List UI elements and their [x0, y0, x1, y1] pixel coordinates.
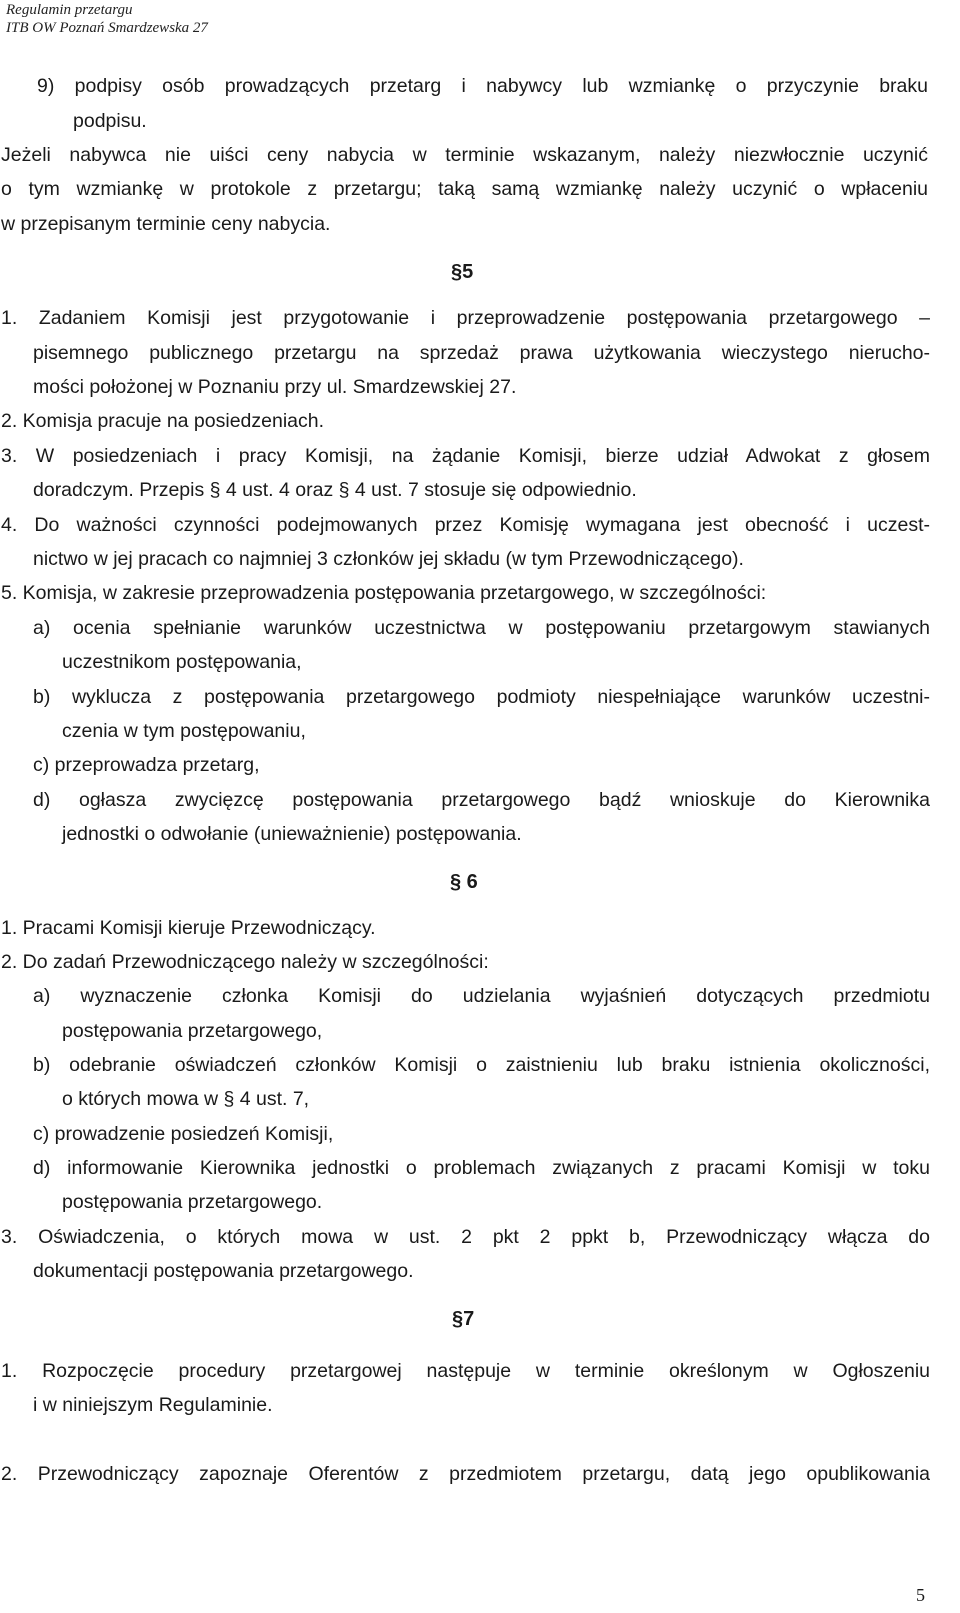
s6-sub-b-line-2: o których mowa w § 4 ust. 7,: [62, 1088, 310, 1110]
s7-item-2-line-1: 2. Przewodniczący zapoznaje Oferentów z przedmiotem przetargu, datą jego opublikowania: [1, 1463, 930, 1485]
s5-item-1-line-3: mości położonej w Poznaniu przy ul. Smardzewskiej 27.: [33, 376, 517, 398]
page-number: 5: [916, 1585, 925, 1605]
running-header-location: ITB OW Poznań Smardzewska 27: [6, 20, 208, 36]
s6-sub-a-line-1: a) wyznaczenie członka Komisji do udzielania wyjaśnień dotyczących przedmiotu: [33, 985, 930, 1007]
running-header-title: Regulamin przetargu: [6, 2, 133, 18]
s5-item-3-line-2: doradczym. Przepis § 4 ust. 4 oraz § 4 ust. 7 stosuje się odpowiednio.: [33, 479, 637, 501]
section-5-heading: §5: [451, 261, 474, 283]
s5-item-1-line-1: 1. Zadaniem Komisji jest przygotowanie i przeprowadzenie postępowania przetargowego –: [1, 307, 930, 329]
s5-item-1-line-2: pisemnego publicznego przetargu na sprzedaż prawa użytkowania wieczystego nierucho-: [33, 342, 930, 364]
s5-sub-b-line-2: czenia w tym postępowaniu,: [62, 720, 306, 742]
s5-sub-b-line-1: b) wyklucza z postępowania przetargowego podmioty niespełniające warunków uczestni-: [33, 686, 930, 708]
item-9-line-1: 9) podpisy osób prowadzących przetarg i nabywcy lub wzmiankę o przyczynie braku: [37, 75, 928, 97]
item-9-line-2: podpisu.: [73, 110, 147, 132]
s5-item-2: 2. Komisja pracuje na posiedzeniach.: [1, 410, 325, 432]
s5-sub-d-line-1: d) ogłasza zwycięzcę postępowania przetargowego bądź wnioskuje do Kierownika: [33, 789, 930, 811]
s6-sub-a-line-2: postępowania przetargowego,: [62, 1020, 323, 1042]
s6-sub-d-line-2: postępowania przetargowego.: [62, 1191, 323, 1213]
s5-sub-a-line-2: uczestnikom postępowania,: [62, 651, 302, 673]
s7-item-1-line-2: i w niniejszym Regulaminie.: [33, 1394, 273, 1416]
s6-sub-d-line-1: d) informowanie Kierownika jednostki o problemach związanych z pracami Komisji w toku: [33, 1157, 930, 1179]
s5-item-4-line-1: 4. Do ważności czynności podejmowanych przez Komisję wymagana jest obecność i uczest-: [1, 514, 930, 536]
s5-sub-d-line-2: jednostki o odwołanie (unieważnienie) postępowania.: [62, 823, 522, 845]
paragraph-line-2: o tym wzmiankę w protokole z przetargu; taką samą wzmiankę należy uczynić o wpłaceniu: [1, 178, 928, 200]
s6-item-3-line-1: 3. Oświadczenia, o których mowa w ust. 2 pkt 2 ppkt b, Przewodniczący włącza do: [1, 1226, 930, 1248]
s6-item-2: 2. Do zadań Przewodniczącego należy w szczególności:: [1, 951, 489, 973]
s6-sub-c: c) prowadzenie posiedzeń Komisji,: [33, 1123, 334, 1145]
section-7-heading: §7: [452, 1308, 475, 1330]
s6-item-1: 1. Pracami Komisji kieruje Przewodniczący.: [1, 917, 376, 939]
s5-item-3-line-1: 3. W posiedzeniach i pracy Komisji, na żądanie Komisji, bierze udział Adwokat z głosem: [1, 445, 930, 467]
paragraph-line-3: w przepisanym terminie ceny nabycia.: [1, 213, 331, 235]
s6-sub-b-line-1: b) odebranie oświadczeń członków Komisji o zaistnieniu lub braku istnienia okoliczności,: [33, 1054, 930, 1076]
s5-item-4-line-2: nictwo w jej pracach co najmniej 3 członków jej składu (w tym Przewodniczącego).: [33, 548, 744, 570]
s5-sub-a-line-1: a) ocenia spełnianie warunków uczestnictwa w postępowaniu przetargowym stawianych: [33, 617, 930, 639]
s5-item-5: 5. Komisja, w zakresie przeprowadzenia postępowania przetargowego, w szczególności:: [1, 582, 767, 604]
s6-item-3-line-2: dokumentacji postępowania przetargowego.: [33, 1260, 414, 1282]
section-6-heading: § 6: [450, 871, 478, 893]
paragraph-line-1: Jeżeli nabywca nie uiści ceny nabycia w terminie wskazanym, należy niezwłocznie uczynić: [1, 144, 928, 166]
s7-item-1-line-1: 1. Rozpoczęcie procedury przetargowej następuje w terminie określonym w Ogłoszeniu: [1, 1360, 930, 1382]
s5-sub-c: c) przeprowadza przetarg,: [33, 754, 260, 776]
